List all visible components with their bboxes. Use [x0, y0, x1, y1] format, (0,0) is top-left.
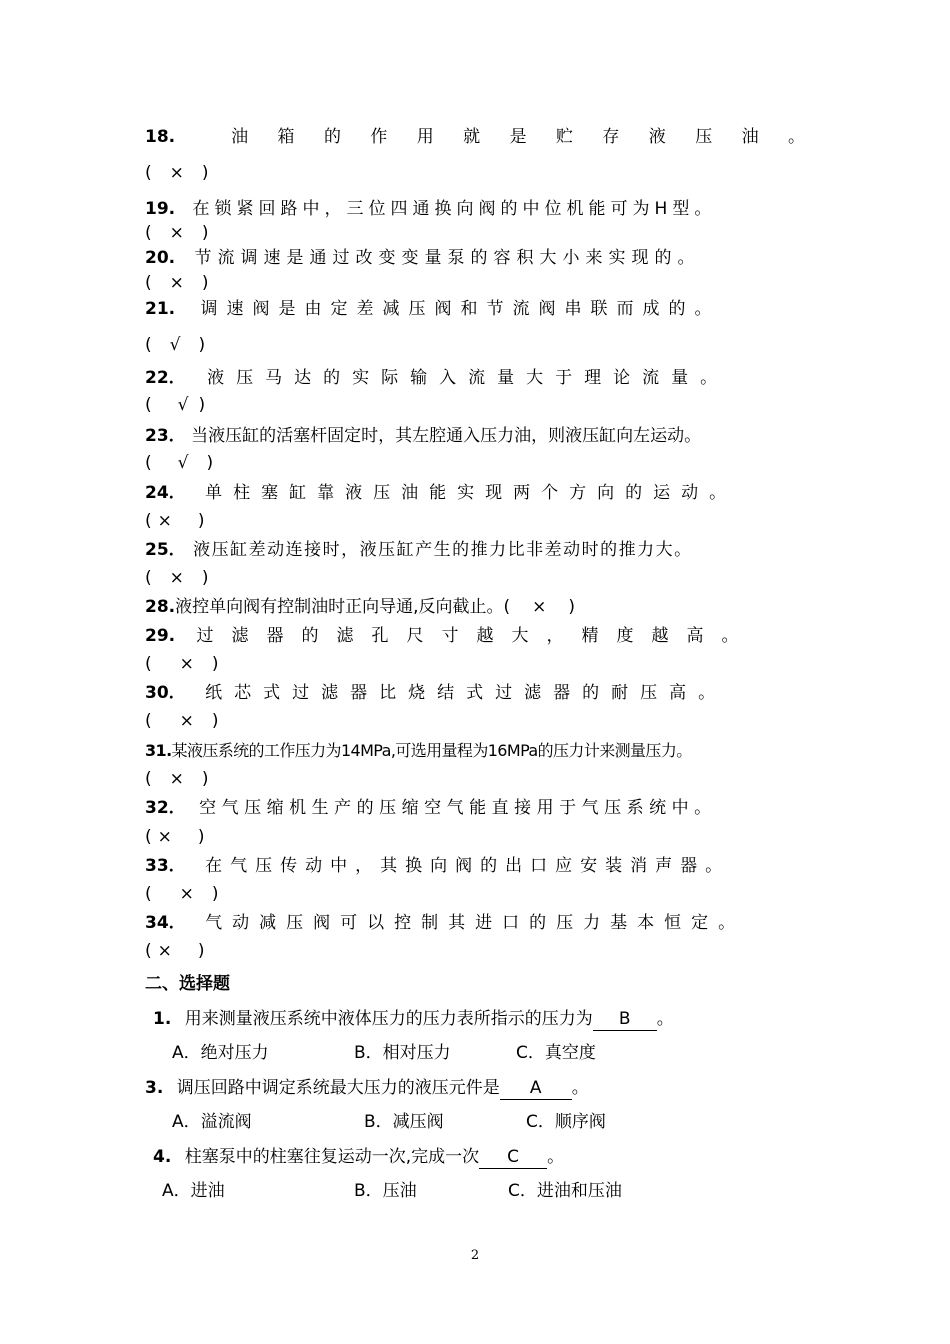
answer-blank: A [500, 1077, 572, 1100]
tf-answer-34: ( × ) [145, 936, 805, 966]
answer-mark: × [179, 711, 194, 731]
question-number: 24． [145, 483, 186, 503]
tf-question-28: 28.液控单向阀有控制油时正向导通,反向截止。( × ) [145, 597, 576, 617]
tf-question-25 [145, 535, 805, 565]
question-number: 29. [145, 626, 176, 646]
tf-question-33 [145, 851, 805, 881]
tf-question-18 [145, 122, 805, 152]
option-b: B．减压阀 [364, 1112, 444, 1132]
question-number: 34． [145, 913, 186, 933]
tf-answer-23: ( √ ) [145, 448, 805, 478]
question-text: 液压马达的实际输入流量大于理论流量。 [207, 368, 730, 388]
question-text: 液控单向阀有控制油时正向导通,反向截止。 [175, 597, 504, 617]
answer-mark: × [169, 568, 184, 588]
tf-question-21 [145, 294, 805, 324]
question-number: 3. [145, 1078, 164, 1098]
option-b: B．相对压力 [354, 1043, 451, 1063]
option-c: C．进油和压油 [508, 1181, 622, 1201]
tf-answer-33: ( × ) [145, 879, 805, 909]
answer-mark: √ [177, 395, 189, 415]
choice-question-1: 1. 用来测量液压系统中液体压力的压力表所指示的压力为 B 。 [153, 1009, 674, 1029]
tf-answer-18: ( × ) [145, 158, 805, 188]
answer-mark: × [179, 884, 194, 904]
option-a: A．进油 [162, 1181, 225, 1201]
choice-options-1 [172, 1038, 672, 1068]
question-number: 28. [145, 597, 176, 617]
tf-answer-20: ( × ) [145, 268, 805, 298]
answer-mark: √ [169, 335, 181, 355]
tf-answer-32: ( × ) [145, 822, 805, 852]
answer-mark: × [169, 223, 184, 243]
tf-answer-22: ( √ ) [145, 390, 805, 420]
tf-question-24 [145, 478, 805, 508]
answer-mark: × [169, 163, 184, 183]
question-text: 当液压缸的活塞杆固定时，其左腔通入压力油，则液压缸向左运动。 [191, 426, 702, 446]
question-number: 32． [145, 798, 186, 818]
question-text: 在气压传动中，其换向阀的出口应安装消声器。 [205, 856, 731, 876]
question-text: 气动减压阀可以控制其进口的压力基本恒定。 [205, 913, 746, 933]
answer-mark: × [157, 827, 172, 847]
answer-blank: B [593, 1008, 657, 1031]
option-c: C．顺序阀 [526, 1112, 606, 1132]
question-number: 33． [145, 856, 186, 876]
question-text: 节流调速是通过改变变量泵的容积大小来实现的。 [194, 248, 701, 268]
tf-question-32 [145, 793, 805, 823]
question-number: 22． [145, 368, 186, 388]
question-number: 1. [153, 1009, 172, 1029]
question-text: 调速阀是由定差减压阀和节流阀串联而成的。 [200, 299, 721, 319]
tf-answer-25: ( × ) [145, 563, 805, 593]
question-number: 20. [145, 248, 176, 268]
question-number: 23． [145, 426, 186, 446]
option-a: A．绝对压力 [172, 1043, 269, 1063]
page-number: 2 [470, 1248, 480, 1263]
answer-mark: × [169, 769, 184, 789]
answer-mark: √ [177, 453, 189, 473]
section-heading: 二、选择题 [145, 974, 230, 994]
answer-blank: C [479, 1146, 547, 1169]
tf-answer-19: ( × ) [145, 218, 805, 248]
question-stem: 柱塞泵中的柱塞往复运动一次,完成一次 [184, 1147, 480, 1167]
answer-mark: × [169, 273, 184, 293]
choice-options-4 [162, 1176, 662, 1206]
question-number: 18. [145, 127, 176, 147]
option-c: C．真空度 [516, 1043, 596, 1063]
tf-question-30 [145, 678, 805, 708]
tf-answer-24: ( × ) [145, 506, 805, 536]
choice-options-3 [172, 1107, 672, 1137]
tf-answer-21: ( √ ) [145, 330, 805, 360]
choice-question-4: 4. 柱塞泵中的柱塞往复运动一次,完成一次 C 。 [153, 1147, 565, 1167]
question-number: 25． [145, 540, 186, 560]
answer-mark: × [157, 511, 172, 531]
question-text: 纸芯式过滤器比烧结式过滤器的耐压高。 [205, 683, 728, 703]
tf-question-31 [145, 736, 805, 766]
tf-question-29 [145, 621, 805, 651]
option-a: A．溢流阀 [172, 1112, 252, 1132]
question-number: 19. [145, 199, 176, 219]
tf-answer-29: ( × ) [145, 649, 805, 679]
tf-answer-31: ( × ) [145, 764, 805, 794]
question-stem: 用来测量液压系统中液体压力的压力表所指示的压力为 [184, 1009, 593, 1029]
choice-question-3: 3. 调压回路中调定系统最大压力的液压元件是 A 。 [145, 1078, 589, 1098]
question-text: 液压缸差动连接时，液压缸产生的推力比非差动时的推力大。 [193, 540, 693, 560]
question-number: 4. [153, 1147, 172, 1167]
question-text: 过滤器的滤孔尺寸越大，精度越高。 [196, 626, 757, 646]
option-b: B．压油 [354, 1181, 417, 1201]
tf-answer-30: ( × ) [145, 706, 805, 736]
question-number: 30． [145, 683, 186, 703]
question-number: 21. [145, 299, 176, 319]
tf-question-34 [145, 908, 805, 938]
tf-question-23 [145, 421, 805, 451]
question-text: 某液压系统的工作压力为14MPa,可选用量程为16MPa的压力计来测量压力。 [171, 741, 692, 760]
answer-mark: × [532, 597, 547, 617]
answer-mark: × [179, 654, 194, 674]
question-number: 31. [145, 741, 172, 760]
question-text: 空气压缩机生产的压缩空气能直接用于气压系统中。 [199, 798, 717, 818]
question-text: 油 箱 的 作 用 就 是 贮 存 液 压 油 。 [231, 127, 805, 147]
question-text: 在锁紧回路中，三位四通换向阀的中位机能可为H型。 [192, 199, 717, 219]
answer-mark: × [157, 941, 172, 961]
tf-question-22 [145, 363, 805, 393]
question-stem: 调压回路中调定系统最大压力的液压元件是 [176, 1078, 500, 1098]
question-text: 单柱塞缸靠液压油能实现两个方向的运动。 [205, 483, 738, 503]
